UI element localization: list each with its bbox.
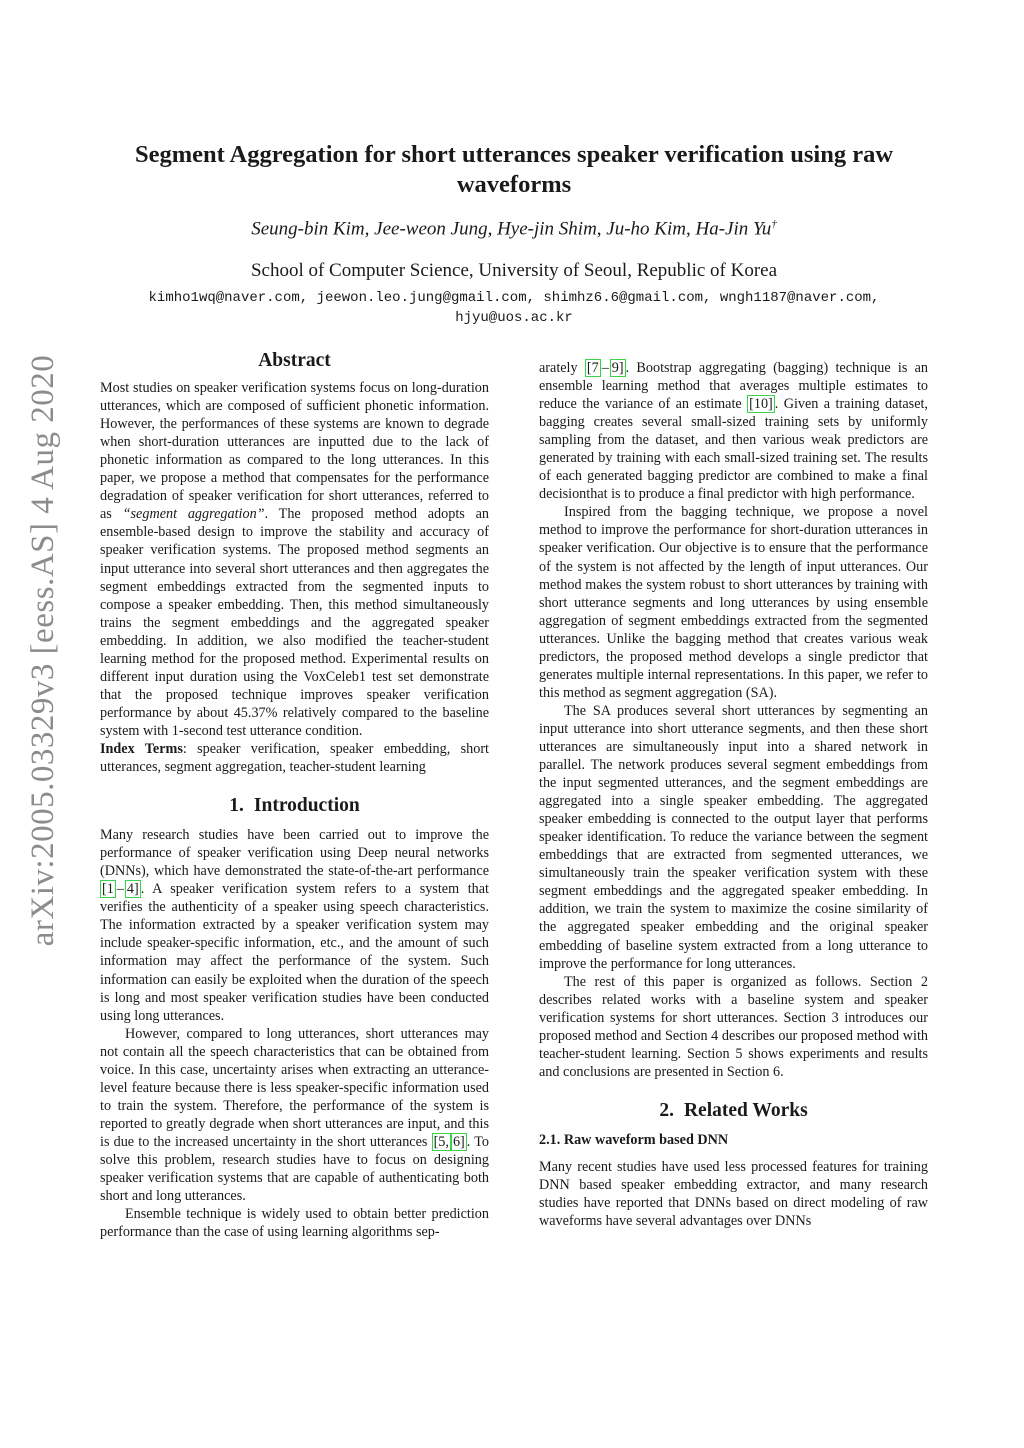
right-p1-text-1: arately (539, 360, 585, 376)
affiliation: School of Computer Science, University of Seoul, Republic of Korea (250, 260, 778, 281)
right-paragraph-3: The SA produces several short utterances by segmenting an input utterance into short utterance segments, and then these short utterances are simultaneously input into a shared network in parallel. The network produces several segment embeddings from the input segmented utterances, and the segment embeddings are aggregated into a single speaker embedding. The aggregated speaker embedding is connected to the output layer that performs speaker identification. To reduce the variance between the segment embeddings that are extracted from segmented utterances, we simultaneously train the speaker verification system with these segment embeddings and the aggregated speaker embedding. In addition, we train the system to maximize the cosine similarity of the aggregated speaker embedding and the original speaker embedding of baseline system extracted from a long utterance to improve the performance for long utterances. (539, 702, 928, 972)
intro-p2-text-2: . To solve this problem, research studies have to focus on designing speaker verification systems that are capable of authenticating both short and long utterances. (100, 1133, 489, 1205)
abstract-body (100, 379, 489, 740)
abstract-heading: Abstract (258, 350, 331, 371)
intro-paragraph-1 (100, 826, 489, 1025)
intro-paragraph-2 (100, 1025, 489, 1205)
arxiv-identifier (16, 230, 72, 1070)
author-footnote-mark: † (771, 218, 777, 230)
related-works-paragraph-1: Many recent studies have used less processed features for training DNN based speaker embedding extractor, and many research studies have reported that DNNs based on direct modeling of raw waveforms have several advantages over DNNs (539, 1158, 928, 1230)
right-paragraph-1 (539, 359, 928, 503)
section-2-title: Related Works (683, 1099, 808, 1121)
citation-link[interactable]: [7 (586, 360, 599, 376)
citation-link[interactable]: [5, (433, 1133, 449, 1150)
section-1-heading (100, 797, 489, 815)
abstract-text-2: . The proposed method adopts an ensemble-based design to improve the stability and accuracy of speaker verification systems. The proposed method segments an input utterance into several short utterances and then aggregates the segment embeddings extracted from the segmented inputs to compose a speaker embedding. Then, this method simultaneously trains the segment embeddings and the aggregated speaker embedding. In addition, we also modified the teacher-student learning method for the proposed method. Experimental results on different input duration using the VoxCeleb1 test set demonstrate that the proposed technique improves speaker verification performance by about 45.37% relatively compared to the baseline system with 1-second test utterance condition. (100, 506, 489, 739)
index-terms-text: : speaker verification, speaker embedding, short utterances, segment aggregation, teacher-student learning (100, 740, 489, 776)
author-names: Seung-bin Kim, Jee-weon Jung, Hye-jin Shim, Ju-ho Kim, Ha-Jin Yu (251, 218, 772, 240)
citation-range-dash: – (116, 881, 124, 898)
citation-link[interactable]: [10] (749, 396, 773, 413)
index-terms (100, 740, 489, 776)
right-paragraph-2: Inspired from the bagging technique, we propose a novel method to improve the performance for short-duration utterances in speaker verification. Our objective is to ensure that the performance of the system is not affected by the length of input utterances. Our method makes the system robust to short utterances by training with short utterance segments and long utterances by using ensemble aggregation of segment embeddings extracted from the segmented utterances. Unlike the bagging method that creates various weak predictors, the proposed method develops a single predictor that generates multiple internal representations. In this paper, we refer to this method as segment aggregation (SA). (539, 504, 928, 701)
paper-title: Segment Aggregation for short utterances speaker verification using raw waveforms (134, 141, 894, 198)
intro-paragraph-3: Ensemble technique is widely used to obtain better prediction performance than the case of using learning algorithms sep- (100, 1206, 489, 1241)
section-1-number: 1. (229, 795, 244, 817)
author-emails: kimho1wq@naver.com, jeewon.leo.jung@gmail.com, shimhz6.6@gmail.com, wngh1187@naver.com, hjyu@uos.ac.kr (148, 290, 880, 326)
citation-range-dash: – (601, 360, 609, 376)
abstract-text-1: Most studies on speaker verification systems focus on long-duration utterances, which are composed of sufficient phonetic information. However, the performances of these systems are known to degrade when short-duration utterances are inputted due to the lack of phonetic information as compared to the long utterances. In this paper, we propose a method that compensates for the performance degradation of speaker verification for short utterances, referred to as (100, 380, 489, 523)
index-terms-label: Index Terms (100, 740, 183, 757)
section-1-title: Introduction (253, 795, 360, 817)
subsection-2-1-heading: 2.1. Raw waveform based DNN (539, 1131, 729, 1148)
citation-link[interactable]: 9] (611, 360, 624, 376)
citation-link[interactable]: 4] (126, 881, 139, 898)
intro-p1-text-1: Many research studies have been carried out to improve the performance of speaker verification using Deep neural networks (DNNs), which have demonstrated the state-of-the-art performance (100, 827, 489, 880)
arxiv-identifier-text: arXiv:2005.03329v3 [eess.AS] 4 Aug 2020 (25, 354, 62, 946)
intro-p2-text-1: However, compared to long utterances, short utterances may not contain all the speech characteristics that can be obtained from voice. In this case, uncertainty arises when extracting an utterance-level feature because there is less speaker-specific information used to train the system. Therefore, the performance of the system is reported to greatly degrade when short utterances are input, and this is due to the increased uncertainty in the short utterances (100, 1025, 489, 1150)
section-2-number: 2. (659, 1099, 674, 1121)
author-list (100, 218, 928, 240)
left-column (100, 352, 489, 1241)
right-p1-text-2: . Bootstrap aggregating (bagging) technique is an ensemble learning method that averages multiple estimates to reduce the variance of an estimate (539, 360, 928, 413)
right-paragraph-4: The rest of this paper is organized as follows. Section 2 describes related works with a baseline system and speaker verification systems for short utterances. Section 3 introduces our proposed method and Section 4 describes our proposed method with teacher-student learning. Section 5 shows experiments and results and conclusions are presented in Section 6. (539, 973, 928, 1080)
citation-link[interactable]: 6] (452, 1133, 465, 1150)
section-2-heading (539, 1099, 928, 1121)
abstract-emphasis: “segment aggregation” (122, 506, 265, 523)
citation-link[interactable]: [1 (102, 881, 114, 898)
right-p1-text-3: . Given a training dataset, bagging creates several small-sized training sets by uniformly sampling from the dataset, and then various weak predictors are generated by training with each small-sized training set. The results of each generated bagging predictor are combined to make a final decisionthat is to produce a final predictor with high performance. (539, 396, 928, 503)
intro-p1-text-2: . A speaker verification system refers to a system that verifies the authenticity of a speaker using speech characteristics. The information extracted by a speaker verification system may include speaker-specific information, etc., and the amount of such information may affect the performance of the system. Such information can easily be exploited when the duration of the speech is long and most speaker verification studies have been conducted using long utterances. (100, 881, 489, 1024)
right-column (539, 359, 928, 1230)
